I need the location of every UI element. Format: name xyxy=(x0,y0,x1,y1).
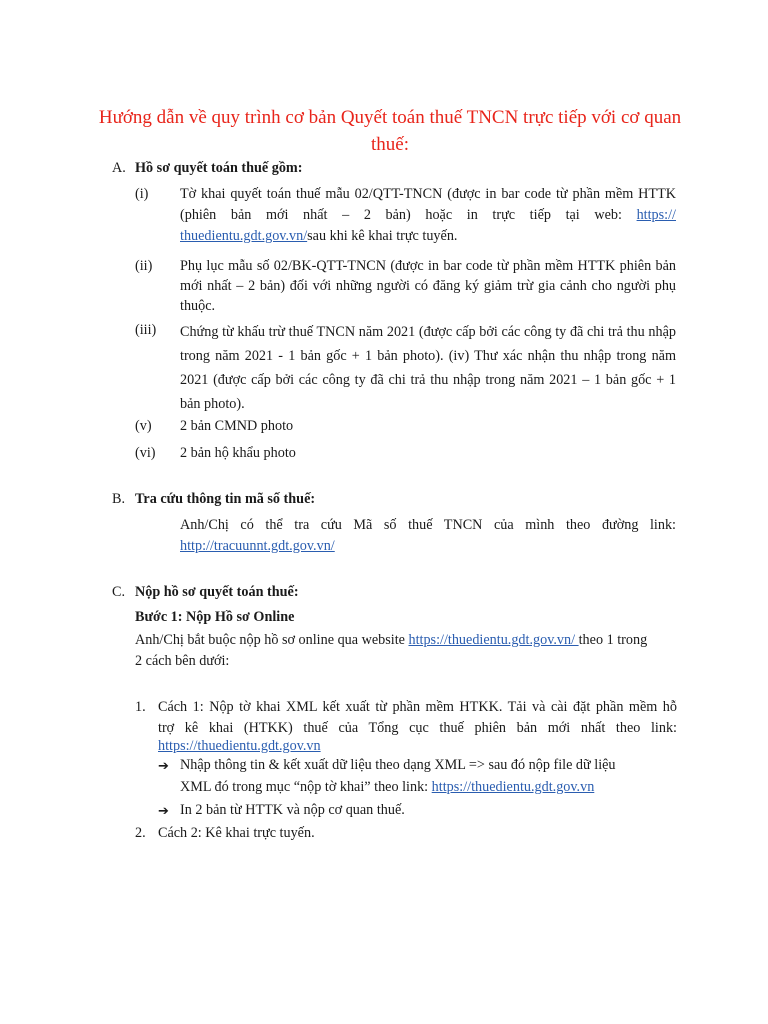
item-ii-marker: (ii) xyxy=(135,258,153,274)
section-b-text: Anh/Chị có thể tra cứu Mã số thuế TNCN của mình theo đường link: xyxy=(180,517,676,533)
section-b-marker: B. xyxy=(112,491,126,507)
item-i-marker: (i) xyxy=(135,186,149,202)
step-1-intro-line-1 xyxy=(135,630,681,651)
section-a-marker: A. xyxy=(112,160,126,176)
item-ii-text: Phụ lục mẫu số 02/BK-QTT-TNCN (được in bar code từ phần mềm HTTK phiên bản mới nhất – 2 bản) đối với những người có đăng ký giảm trừ gia cảnh cho người phụ thuộc. xyxy=(180,258,676,314)
method-1-sub-2-text: In 2 bản từ HTTK và nộp cơ quan thuế. xyxy=(180,802,405,818)
step-1-intro-text: Anh/Chị bắt buộc nộp hồ sơ online qua website xyxy=(135,632,409,648)
item-v-marker: (v) xyxy=(135,418,152,434)
section-c-heading: Nộp hồ sơ quyết toán thuế: xyxy=(135,584,299,600)
method-1-line-2: trợ kê khai (HTKK) thuế của Tổng cục thuế phiên bản mới nhất theo link: xyxy=(158,720,677,736)
method-1-marker: 1. xyxy=(135,699,146,715)
hddt-link[interactable]: https:// thuedientu.gdt.gov.vn/ xyxy=(180,207,676,244)
step-1-intro-after: theo 1 trong xyxy=(578,632,648,648)
step-1-heading: Bước 1: Nộp Hồ sơ Online xyxy=(135,609,295,625)
document-title: Hướng dẫn về quy trình cơ bản Quyết toán thuế TNCN trực tiếp với cơ quan thuế: xyxy=(98,107,682,155)
item-i-after: sau khi kê khai trực tuyến. xyxy=(307,228,458,244)
step-1-intro-line-2: 2 cách bên dưới: xyxy=(135,653,230,669)
method-2-text: Cách 2: Kê khai trực tuyến. xyxy=(158,825,315,841)
method-2-marker: 2. xyxy=(135,825,146,841)
arrow-right-icon: ➔ xyxy=(158,804,169,819)
section-b-heading: Tra cứu thông tin mã số thuế: xyxy=(135,491,316,507)
method-1-link[interactable]: https://thuedientu.gdt.gov.vn xyxy=(158,738,321,754)
arrow-right-icon: ➔ xyxy=(158,759,169,774)
item-i-text xyxy=(180,184,676,247)
item-i-body: Tờ khai quyết toán thuế mẫu 02/QTT-TNCN (được in bar code từ phần mềm HTTK (phiên bản mới nhất – 2 bản) hoặc in trực tiếp tại web: xyxy=(180,186,676,223)
method-1-line-1: Cách 1: Nộp tờ khai XML kết xuất từ phần mềm HTKK. Tải và cài đặt phần mềm hỗ xyxy=(158,699,677,715)
method-1-sub-1-text: XML đó trong mục “nộp tờ khai” theo link: xyxy=(180,779,432,795)
method-1-sub-1-line-2 xyxy=(180,777,594,798)
tracuu-link[interactable]: http://tracuunnt.gdt.gov.vn/ xyxy=(180,538,335,554)
method-1-sub-1-link[interactable]: https://thuedientu.gdt.gov.vn xyxy=(431,779,595,795)
thuedientu-link[interactable]: https://thuedientu.gdt.gov.vn/ xyxy=(408,632,579,648)
section-a-heading: Hồ sơ quyết toán thuế gồm: xyxy=(135,160,303,176)
item-iii-marker: (iii) xyxy=(135,322,157,338)
item-v-text: 2 bản CMND photo xyxy=(180,418,294,434)
section-c-marker: C. xyxy=(112,584,126,600)
item-iii-text: Chứng từ khấu trừ thuế TNCN năm 2021 (được cấp bởi các công ty đã chi trả thu nhập trong năm 2021 - 1 bản gốc + 1 bản photo). (iv) Thư xác nhận thu nhập trong năm 2021 (được cấp bởi các công ty đã chi trả thu nhập trong năm 2021 – 1 bản gốc + 1 bản photo). xyxy=(180,324,676,412)
item-vi-text: 2 bản hộ khẩu photo xyxy=(180,445,296,461)
method-1-sub-1-line-1: Nhập thông tin & kết xuất dữ liệu theo dạng XML => sau đó nộp file dữ liệu xyxy=(180,757,616,773)
item-vi-marker: (vi) xyxy=(135,445,156,461)
